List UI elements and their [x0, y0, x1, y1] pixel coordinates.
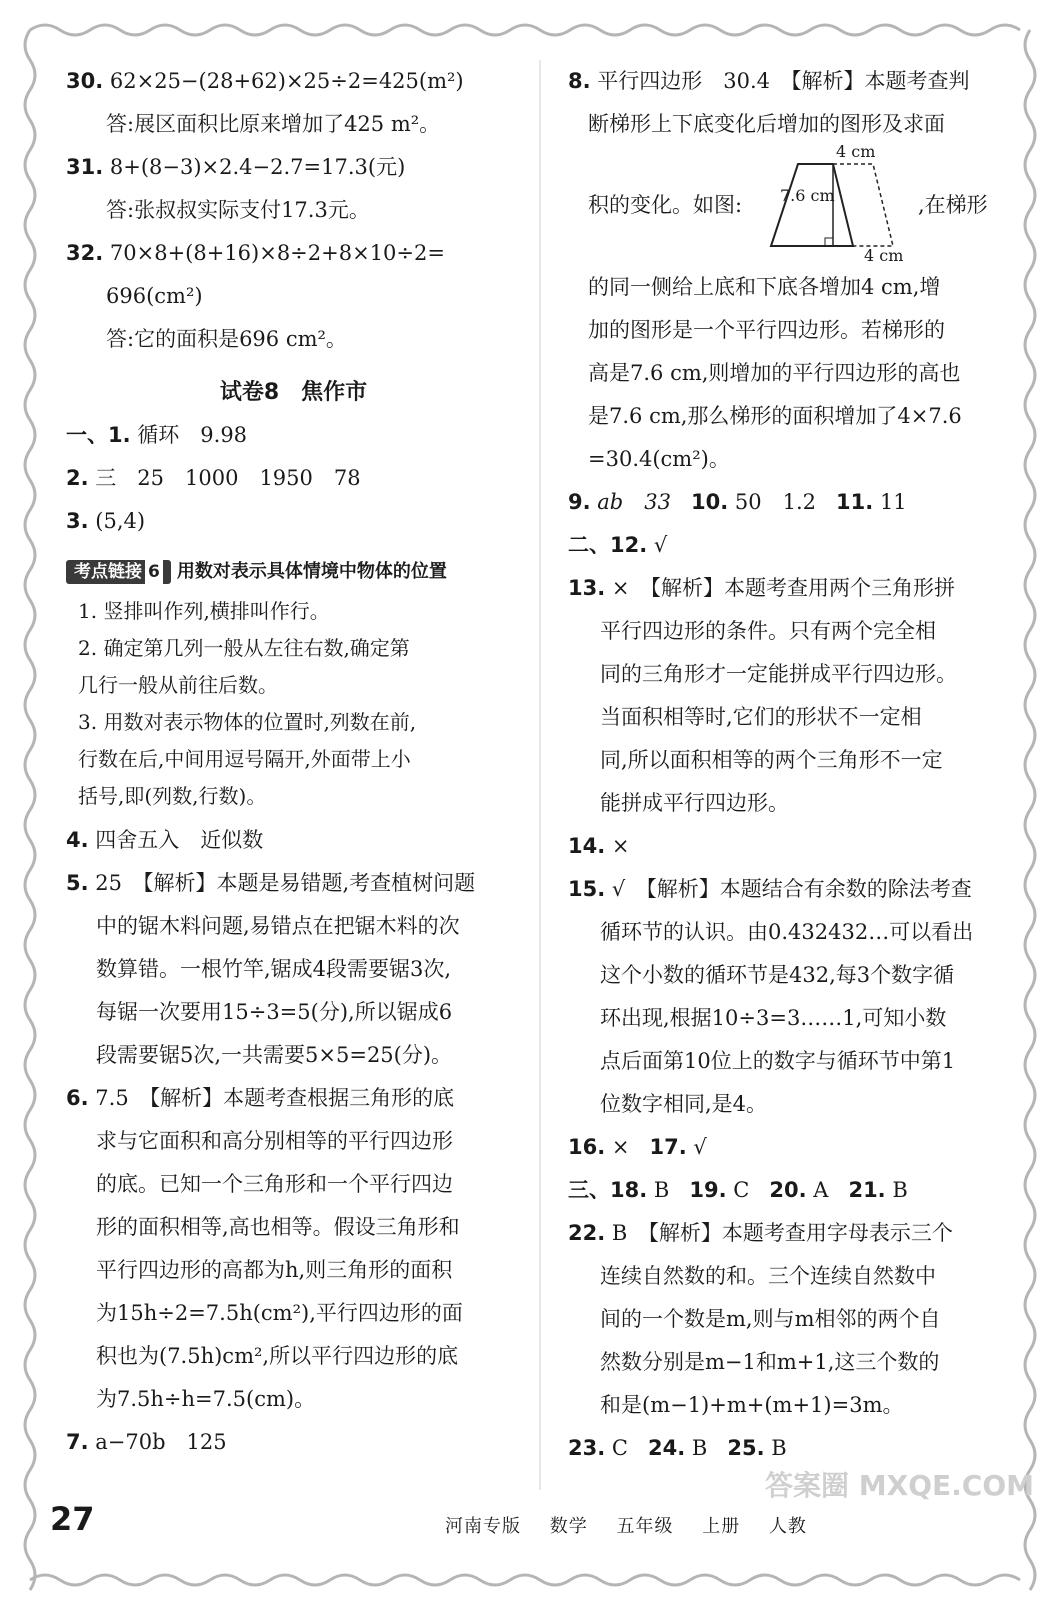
q31-answer: 答:张叔叔实际支付17.3元。	[106, 198, 370, 222]
q16-answer: ×	[611, 1135, 630, 1159]
footer-edition: 河南专版	[445, 1516, 521, 1537]
q6-text: 求与它面积和高分别相等的平行四边形	[96, 1129, 453, 1153]
question-number: 3.	[66, 509, 89, 533]
question-number: 16.	[568, 1135, 606, 1159]
question-number: 6.	[66, 1086, 89, 1110]
question-number: 19.	[689, 1178, 727, 1202]
q9-answer: ab 33	[597, 490, 671, 514]
q15-text: √ 【解析】本题结合有余数的除法考查	[611, 877, 972, 901]
q14-answer: ×	[611, 834, 630, 858]
q6-text: 积也为(7.5h)cm²,所以平行四边形的底	[96, 1344, 459, 1368]
q22-text: 然数分别是m−1和m+1,这三个数的	[600, 1350, 940, 1374]
q25-answer: B	[771, 1436, 787, 1460]
footer-grade: 五年级	[616, 1516, 674, 1537]
q6-text: 平行四边形的高都为h,则三角形的面积	[96, 1258, 453, 1282]
q5-text: 数算错。一根竹竿,锯成4段需要锯3次,	[96, 957, 452, 981]
q8-text: 是7.6 cm,那么梯形的面积增加了4×7.6	[588, 404, 962, 428]
q5-text: 中的锯木料问题,易错点在把锯木料的次	[96, 914, 460, 938]
q15-text: 点后面第10位上的数字与循环节中第1	[600, 1049, 956, 1073]
watermark-logo	[765, 1470, 1034, 1502]
q6-text: 7.5 【解析】本题考查根据三角形的底	[95, 1086, 455, 1110]
knowledge-line: 3. 用数对表示物体的位置时,列数在前,	[78, 710, 417, 734]
question-number: 32.	[66, 241, 104, 265]
q18-answer: B	[653, 1178, 670, 1202]
question-number: 25.	[727, 1436, 765, 1460]
knowledge-link-title: 用数对表示具体情境中物体的位置	[176, 561, 447, 582]
part-label: 三、	[568, 1178, 610, 1202]
question-number: 4.	[66, 828, 89, 852]
q8-text: ,在梯形	[918, 193, 988, 217]
q13-text: × 【解析】本题考查用两个三角形拼	[611, 576, 955, 600]
q15-text: 环出现,根据10÷3=3……1,可知小数	[600, 1006, 947, 1030]
q4-answer: 四舍五入 近似数	[95, 828, 264, 852]
q13-text: 当面积相等时,它们的形状不一定相	[600, 705, 922, 729]
question-number: 14.	[568, 834, 606, 858]
question-number: 18.	[610, 1178, 648, 1202]
right-column	[568, 60, 1018, 1470]
footer-info	[445, 1512, 829, 1538]
question-number: 7.	[66, 1430, 89, 1454]
q8-text: 积的变化。如图:	[588, 193, 743, 217]
section-title: 试卷8 焦作市	[219, 380, 368, 405]
knowledge-line: 几行一般从前往后数。	[78, 673, 278, 697]
q6-text: 的底。已知一个三角形和一个平行四边	[96, 1172, 453, 1196]
q15-text: 循环节的认识。由0.432432…可以看出	[600, 920, 974, 944]
footer-volume: 上册	[702, 1516, 741, 1537]
q8-text: 高是7.6 cm,则增加的平行四边形的高也	[588, 361, 961, 385]
footer-subject: 数学	[549, 1516, 588, 1537]
page-number: 27	[50, 1500, 95, 1538]
q13-text: 同,所以面积相等的两个三角形不一定	[600, 748, 943, 772]
q12-answer: √	[653, 533, 668, 557]
diagram-height-label: 7.6 cm	[780, 186, 835, 205]
q24-answer: B	[691, 1436, 708, 1460]
q32-answer: 答:它的面积是696 cm²。	[106, 327, 347, 351]
q5-text: 段需要锯5次,一共需要5×5=25(分)。	[96, 1043, 453, 1067]
q32-equation-cont: 696(cm²)	[106, 284, 203, 308]
q3-answer: (5,4)	[95, 509, 146, 533]
question-number: 15.	[568, 877, 606, 901]
q22-text: 连续自然数的和。三个连续自然数中	[600, 1264, 936, 1288]
knowledge-line: 括号,即(列数,行数)。	[78, 784, 267, 808]
q11-answer: 11	[879, 490, 907, 514]
q23-answer: C	[611, 1436, 628, 1460]
q19-answer: C	[733, 1178, 750, 1202]
q2-answer: 三 25 1000 1950 78	[95, 466, 361, 490]
q13-text: 能拼成平行四边形。	[600, 791, 789, 815]
q1-answer: 循环 9.98	[137, 423, 248, 447]
q30-answer: 答:展区面积比原来增加了425 m²。	[106, 112, 441, 136]
q8-text: 平行四边形 30.4 【解析】本题考查判	[597, 69, 970, 93]
question-number: 20.	[769, 1178, 807, 1202]
q32-equation: 70×8+(8+16)×8÷2+8×10÷2=	[109, 241, 445, 265]
footer-publisher: 人教	[768, 1516, 807, 1537]
q6-text: 为7.5h÷h=7.5(cm)。	[96, 1387, 316, 1411]
q17-answer: √	[693, 1135, 707, 1159]
q13-text: 同的三角形才一定能拼成平行四边形。	[600, 662, 957, 686]
diagram-bottom-label: 4 cm	[864, 246, 904, 265]
watermark-text: 答案圈 MXQE.COM	[765, 1469, 1034, 1502]
question-number: 13.	[568, 576, 606, 600]
question-number: 21.	[848, 1178, 886, 1202]
q30-equation: 62×25−(28+62)×25÷2=425(m²)	[109, 69, 464, 93]
left-column	[66, 60, 521, 1464]
knowledge-line: 1. 竖排叫作列,横排叫作行。	[78, 599, 330, 623]
question-number: 1.	[108, 423, 131, 447]
part-label: 一、	[66, 423, 108, 447]
q6-text: 形的面积相等,高也相等。假设三角形和	[96, 1215, 460, 1239]
knowledge-line: 行数在后,中间用逗号隔开,外面带上小	[78, 747, 411, 771]
q21-answer: B	[892, 1178, 908, 1202]
q8-text: 加的图形是一个平行四边形。若梯形的	[588, 318, 945, 342]
q8-text: 的同一侧给上底和下底各增加4 cm,增	[588, 275, 941, 299]
q22-text: 和是(m−1)+m+(m+1)=3m。	[600, 1393, 904, 1417]
q31-equation: 8+(8−3)×2.4−2.7=17.3(元)	[109, 155, 406, 179]
question-number: 23.	[568, 1436, 606, 1460]
question-number: 22.	[568, 1221, 606, 1245]
q13-text: 平行四边形的条件。只有两个完全相	[600, 619, 936, 643]
question-number: 11.	[836, 490, 874, 514]
diagram-top-label: 4 cm	[836, 142, 876, 161]
question-number: 10.	[691, 490, 729, 514]
badge-number: 6	[145, 560, 163, 584]
part-label: 二、	[568, 533, 610, 557]
q22-text: 间的一个数是m,则与m相邻的两个自	[600, 1307, 941, 1331]
q7-answer: a−70b 125	[95, 1430, 227, 1454]
q8-text: =30.4(cm²)。	[588, 447, 730, 471]
question-number: 12.	[610, 533, 648, 557]
question-number: 8.	[568, 69, 591, 93]
q22-text: B 【解析】本题考查用字母表示三个	[611, 1221, 953, 1245]
knowledge-link-badge	[66, 560, 171, 584]
question-number: 9.	[568, 490, 591, 514]
q8-figure-row	[568, 142, 1018, 266]
q10-answer: 50 1.2	[734, 490, 817, 514]
q15-text: 位数字相同,是4。	[600, 1092, 768, 1116]
q8-text: 断梯形上下底变化后增加的图形及求面	[588, 112, 945, 136]
q5-text: 每锯一次要用15÷3=5(分),所以锯成6	[96, 1000, 453, 1024]
q6-text: 为15h÷2=7.5h(cm²),平行四边形的面	[96, 1301, 463, 1325]
knowledge-line: 2. 确定第几列一般从左往右数,确定第	[78, 636, 410, 660]
q20-answer: A	[813, 1178, 829, 1202]
question-number: 2.	[66, 466, 89, 490]
question-number: 31.	[66, 155, 104, 179]
knowledge-link-box	[66, 549, 521, 815]
q5-text: 25 【解析】本题是易错题,考查植树问题	[95, 871, 476, 895]
question-number: 30.	[66, 69, 104, 93]
question-number: 5.	[66, 871, 89, 895]
q15-text: 这个小数的循环节是432,每3个数字循	[600, 963, 955, 987]
question-number: 17.	[649, 1135, 687, 1159]
badge-label: 考点链接	[74, 562, 142, 582]
question-number: 24.	[648, 1436, 686, 1460]
